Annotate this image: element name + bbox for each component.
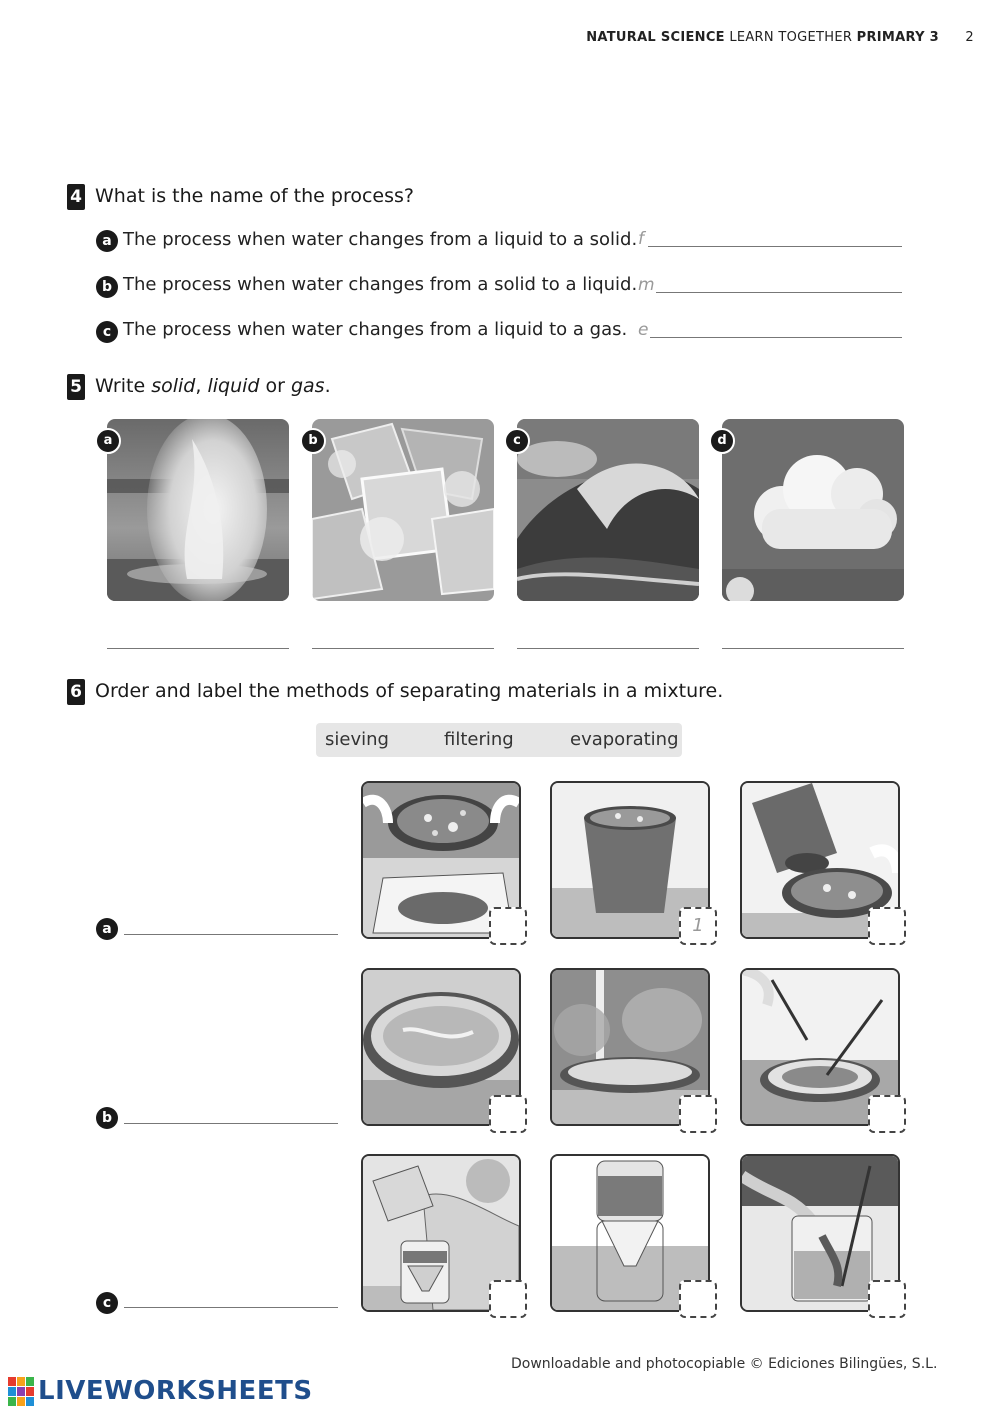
exercise-6-number: 6	[67, 679, 85, 705]
item-4a-question: The process when water changes from a liquid to a solid.	[123, 229, 638, 250]
word-bank	[316, 723, 682, 757]
photo-b-badge: b	[300, 428, 326, 454]
exercise-6-title: Order and label the methods of separating materials in a mixture.	[95, 680, 724, 702]
exercise-4-number: 4	[67, 184, 85, 210]
item-4a-badge: a	[96, 230, 118, 252]
row-c-badge: c	[96, 1292, 118, 1314]
ocean-wave-photo	[517, 419, 699, 601]
page-number: 2	[965, 30, 974, 45]
item-4b-answer-line[interactable]	[656, 292, 902, 293]
row-c-box-1[interactable]	[489, 1280, 527, 1318]
logo-blocks-icon	[8, 1377, 34, 1406]
exercise-5-number: 5	[67, 374, 85, 400]
photo-d-badge: d	[709, 428, 735, 454]
exercise-4-title: What is the name of the process?	[95, 185, 414, 207]
item-4b-hint: m	[638, 275, 655, 295]
item-4a-answer-line[interactable]	[648, 246, 902, 247]
photo-a-answer-line[interactable]	[107, 648, 289, 649]
row-a-box-1[interactable]	[489, 907, 527, 945]
photo-d-answer-line[interactable]	[722, 648, 904, 649]
row-a-answer-line[interactable]	[124, 934, 338, 935]
logo-text: LIVEWORKSHEETS	[38, 1376, 313, 1406]
photo-c-answer-line[interactable]	[517, 648, 699, 649]
item-4a-hint: f	[638, 229, 644, 249]
word-filtering: filtering	[444, 729, 514, 750]
row-c-box-3[interactable]	[868, 1280, 906, 1318]
word-evaporating: evaporating	[570, 729, 679, 750]
exercise-5-title: Write solid, liquid or gas.	[95, 375, 331, 397]
ice-cubes-photo	[312, 419, 494, 601]
row-b-box-3[interactable]	[868, 1095, 906, 1133]
row-b-badge: b	[96, 1107, 118, 1129]
row-a-box-3[interactable]	[868, 907, 906, 945]
item-4b-badge: b	[96, 276, 118, 298]
row-a-badge: a	[96, 918, 118, 940]
liveworksheets-logo[interactable]	[8, 1376, 313, 1406]
page-header	[586, 30, 974, 45]
row-c-box-2[interactable]	[679, 1280, 717, 1318]
item-4c-badge: c	[96, 321, 118, 343]
item-4b-question: The process when water changes from a solid to a liquid.	[123, 274, 638, 295]
row-b-answer-line[interactable]	[124, 1123, 338, 1124]
photo-c-badge: c	[504, 428, 530, 454]
item-4c-answer-line[interactable]	[650, 337, 902, 338]
photo-b-answer-line[interactable]	[312, 648, 494, 649]
geyser-steam-photo	[107, 419, 289, 601]
row-c-answer-line[interactable]	[124, 1307, 338, 1308]
word-sieving: sieving	[325, 729, 389, 750]
row-b-box-1[interactable]	[489, 1095, 527, 1133]
header-level: PRIMARY 3	[856, 30, 939, 45]
cloud-sky-photo	[722, 419, 904, 601]
row-a-box-2[interactable]: 1	[679, 907, 717, 945]
photo-a-badge: a	[95, 428, 121, 454]
item-4c-hint: e	[638, 320, 649, 340]
header-series: LEARN TOGETHER	[729, 30, 853, 45]
item-4c-question: The process when water changes from a liquid to a gas.	[123, 319, 628, 340]
header-subject: NATURAL SCIENCE	[586, 30, 725, 45]
row-b-box-2[interactable]	[679, 1095, 717, 1133]
copyright-notice: Downloadable and photocopiable © Ediciones Bilingües, S.L.	[511, 1356, 938, 1372]
